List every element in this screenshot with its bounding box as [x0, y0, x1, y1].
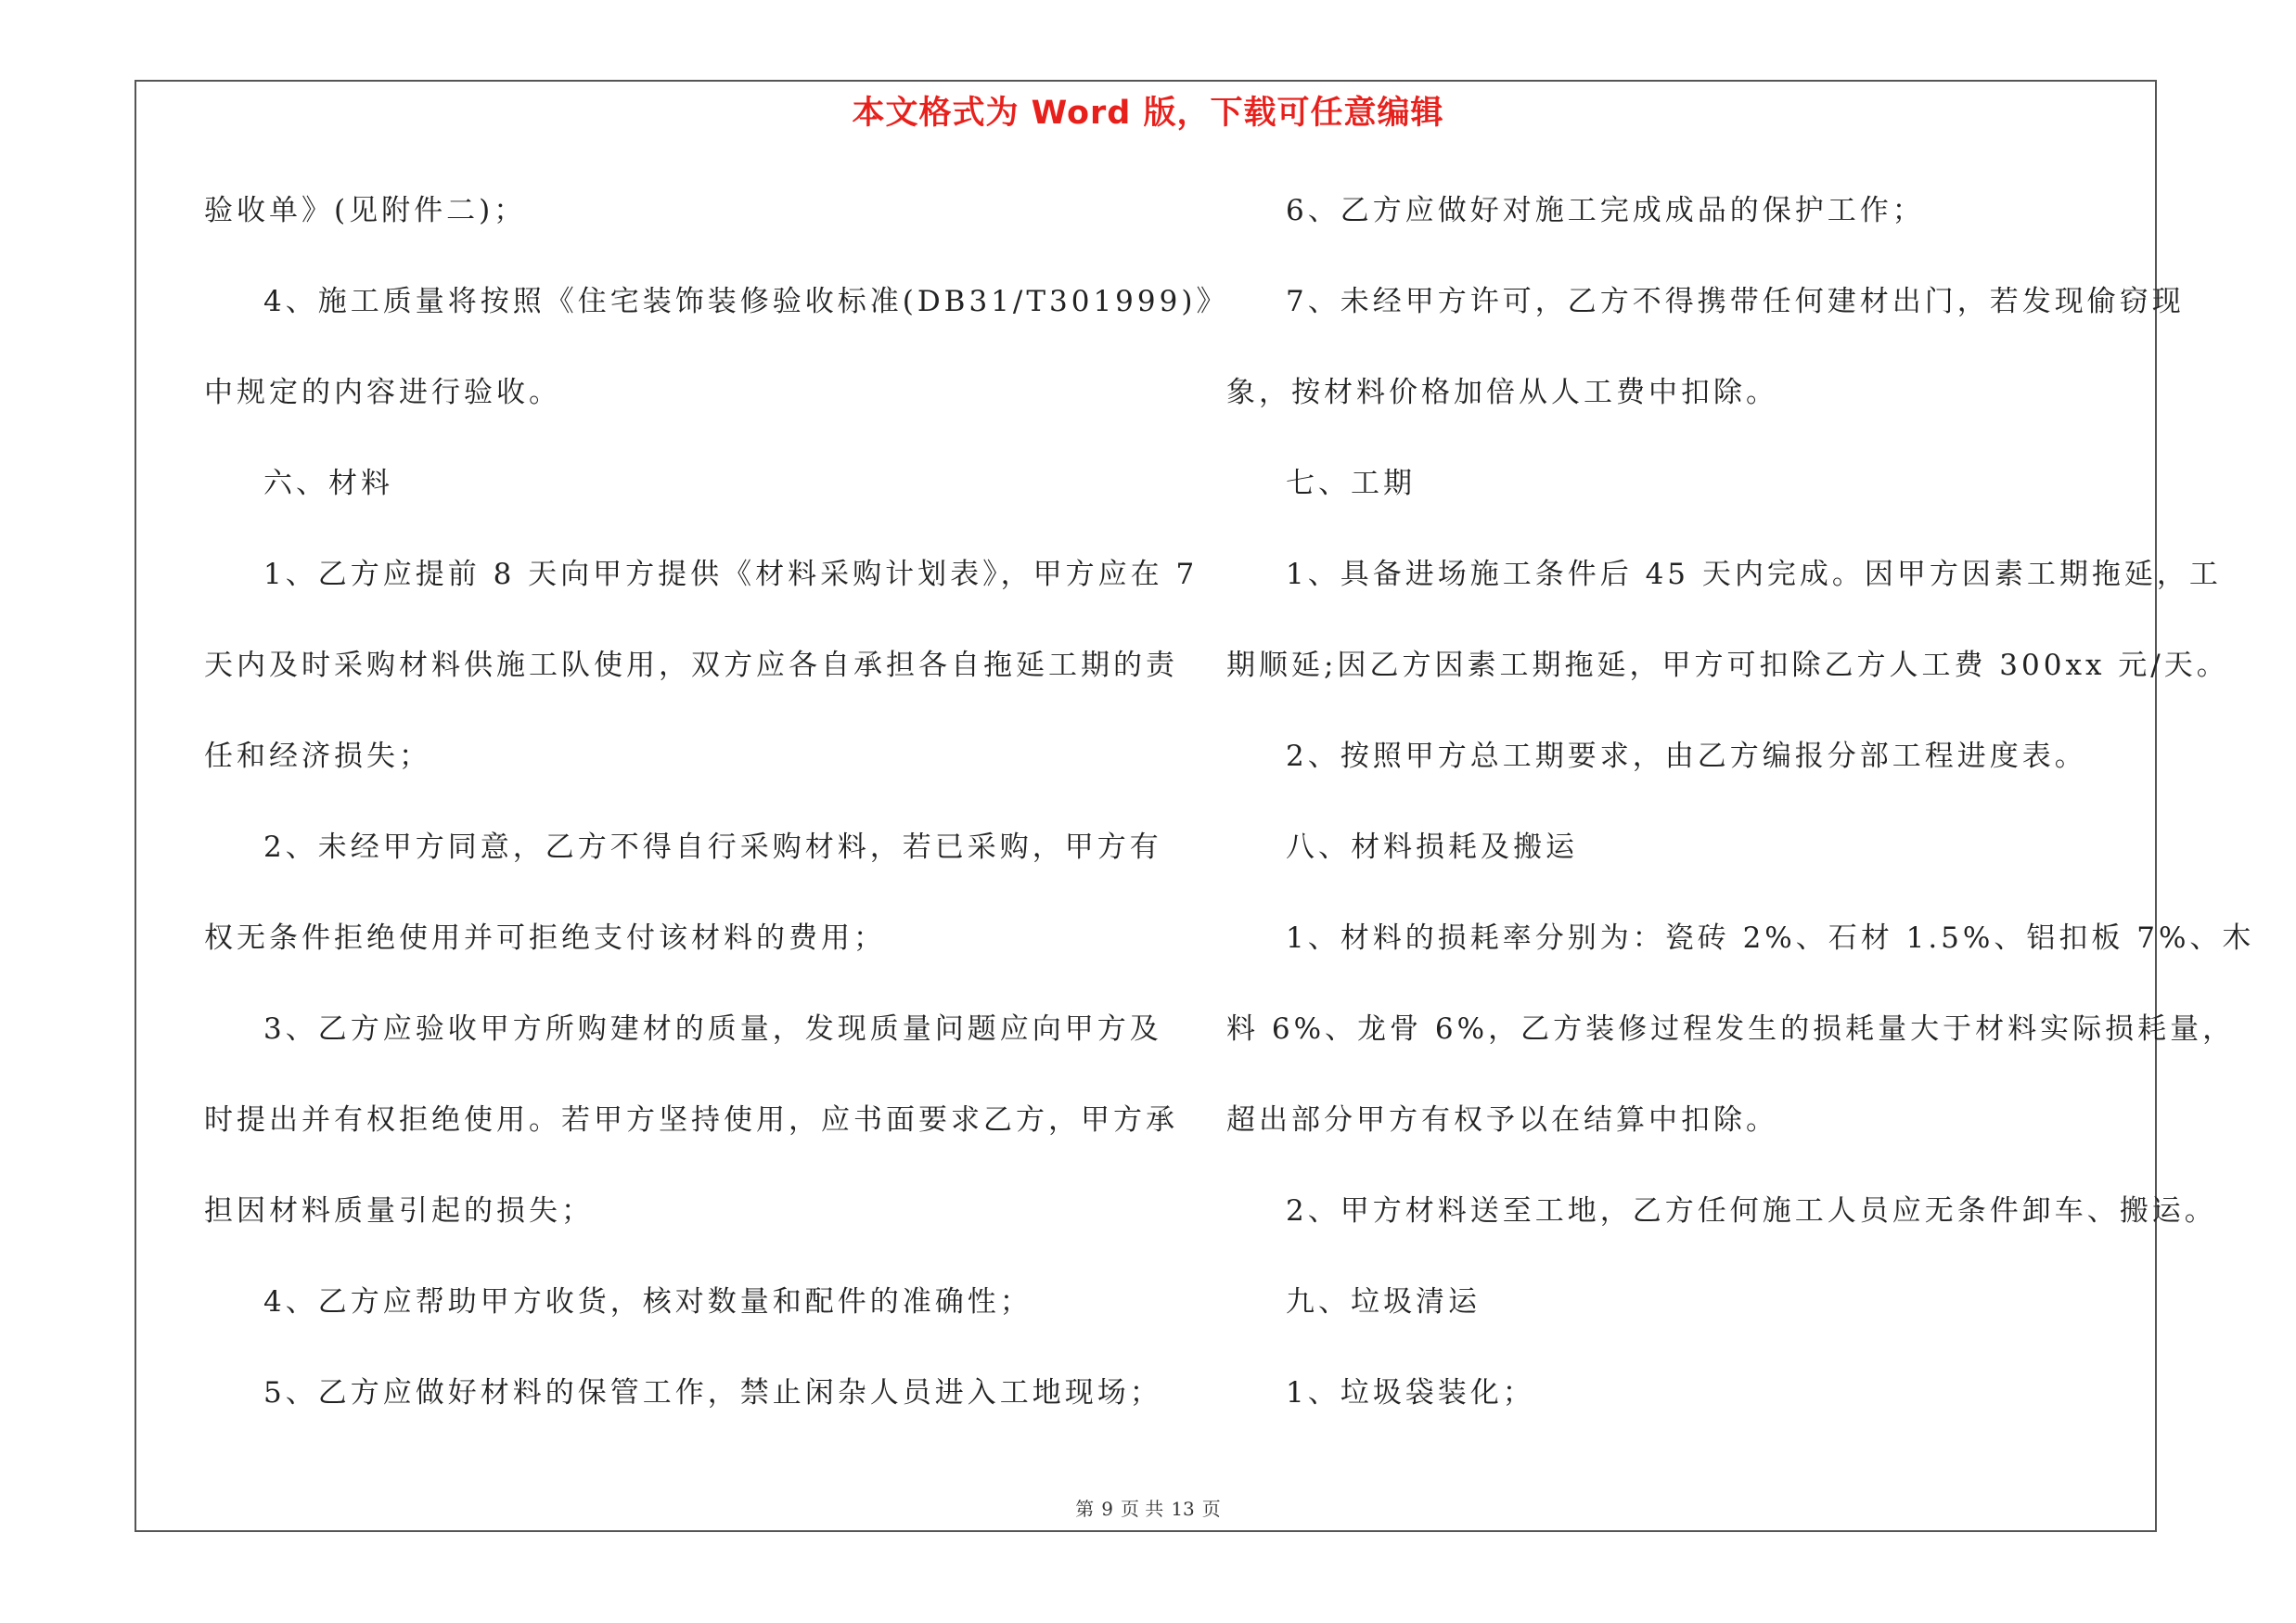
- paragraph-line: 九、垃圾清运: [1286, 1285, 1481, 1319]
- paragraph-line: 七、工期: [1286, 467, 1416, 500]
- paragraph-line: 权无条件拒绝使用并可拒绝支付该材料的费用；: [204, 921, 886, 955]
- paragraph-line: 八、材料损耗及搬运: [1286, 831, 1578, 864]
- footer-current-page: 9: [1101, 1498, 1113, 1520]
- footer-suffix: 页: [1201, 1498, 1221, 1520]
- paragraph-line: 3、乙方应验收甲方所购建材的质量，发现质量问题应向甲方及: [263, 1012, 1162, 1046]
- paragraph-line: 天内及时采购材料供施工队使用，双方应各自承担各自拖延工期的责: [204, 649, 1178, 682]
- paragraph-line: 1、乙方应提前 8 天向甲方提供《材料采购计划表》，甲方应在 7: [263, 558, 1199, 591]
- paragraph-line: 验收单》(见附件二)；: [204, 194, 527, 227]
- footer-middle: 页 共: [1120, 1498, 1164, 1520]
- paragraph-line: 料 6%、龙骨 6%，乙方装修过程发生的损耗量大于材料实际损耗量，: [1226, 1012, 2236, 1046]
- footer-total-pages: 13: [1171, 1498, 1195, 1520]
- paragraph-line: 4、乙方应帮助甲方收货，核对数量和配件的准确性；: [263, 1285, 1033, 1319]
- paragraph-line: 时提出并有权拒绝使用。若甲方坚持使用，应书面要求乙方，甲方承: [204, 1103, 1178, 1137]
- paragraph-line: 象，按材料价格加倍从人工费中扣除。: [1226, 376, 1778, 409]
- paragraph-line: 4、施工质量将按照《住宅装饰装修验收标准(DB31/T301999)》: [263, 285, 1229, 318]
- right-column: [1226, 184, 2255, 1457]
- paragraph-line: 2、甲方材料送至工地，乙方任何施工人员应无条件卸车、搬运。: [1286, 1194, 2217, 1228]
- paragraph-line: 2、未经甲方同意，乙方不得自行采购材料，若已采购，甲方有: [263, 831, 1162, 864]
- paragraph-line: 6、乙方应做好对施工完成成品的保护工作；: [1286, 194, 1925, 227]
- paragraph-line: 1、垃圾袋装化；: [1286, 1376, 1535, 1410]
- page-footer: [0, 1494, 2296, 1521]
- left-column: [204, 184, 1229, 1457]
- paragraph-line: 期顺延;因乙方因素工期拖延，甲方可扣除乙方人工费 300xx 元/天。: [1226, 649, 2229, 682]
- document-header: 本文格式为 Word 版，下载可任意编辑: [852, 95, 1444, 132]
- paragraph-line: 超出部分甲方有权予以在结算中扣除。: [1226, 1103, 1778, 1137]
- paragraph-line: 1、具备进场施工条件后 45 天内完成。因甲方因素工期拖延，工: [1286, 558, 2222, 591]
- paragraph-line: 1、材料的损耗率分别为：瓷砖 2%、石材 1.5%、铝扣板 7%、木: [1286, 921, 2255, 955]
- paragraph-line: 担因材料质量引起的损失；: [204, 1194, 594, 1228]
- paragraph-line: 5、乙方应做好材料的保管工作，禁止闲杂人员进入工地现场；: [263, 1376, 1162, 1410]
- footer-prefix: 第: [1075, 1498, 1095, 1520]
- paragraph-line: 六、材料: [263, 467, 393, 500]
- paragraph-line: 2、按照甲方总工期要求，由乙方编报分部工程进度表。: [1286, 740, 2087, 773]
- paragraph-line: 7、未经甲方许可，乙方不得携带任何建材出门，若发现偷窃现: [1286, 285, 2185, 318]
- paragraph-line: 任和经济损失；: [204, 740, 431, 773]
- paragraph-line: 中规定的内容进行验收。: [204, 376, 561, 409]
